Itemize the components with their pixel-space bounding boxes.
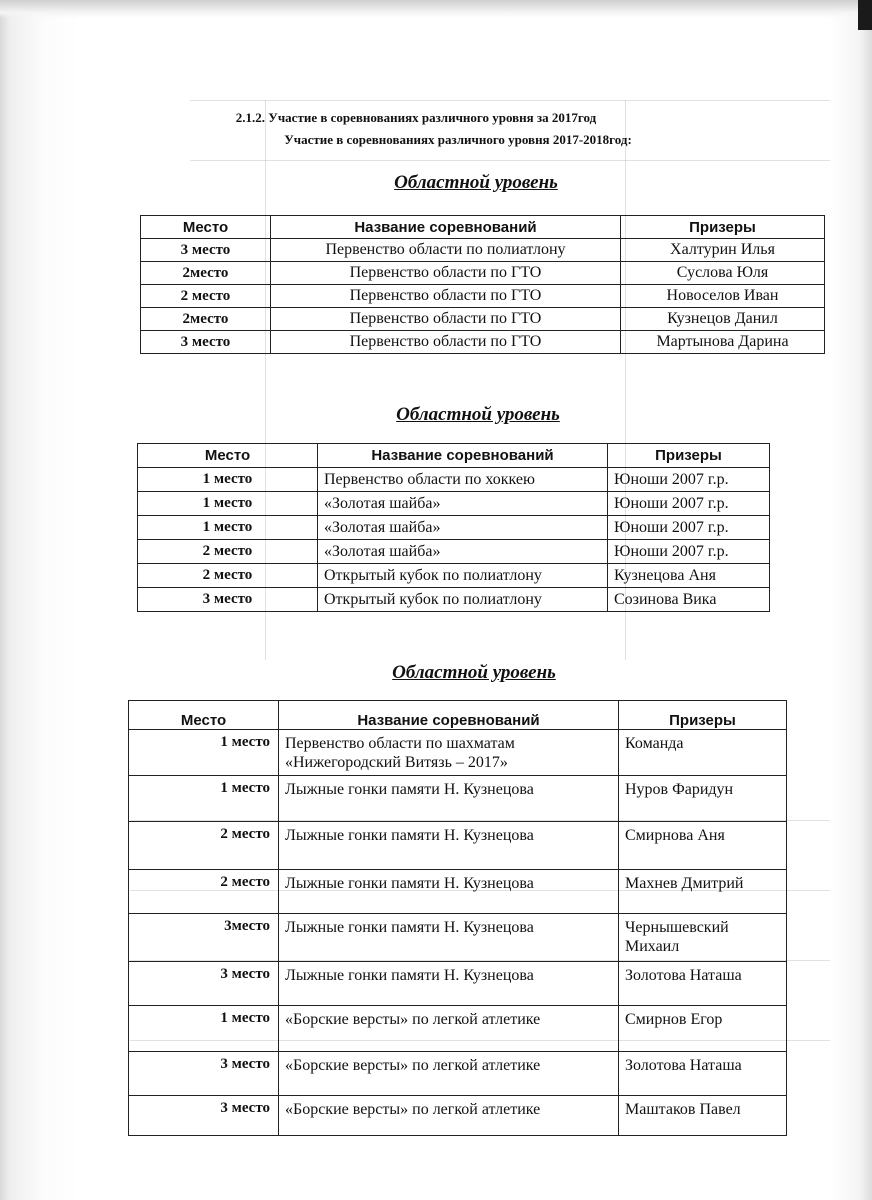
- place-cell: 3место: [129, 914, 279, 962]
- region-title-3: Областной уровень: [392, 662, 556, 683]
- table-row: [138, 564, 770, 588]
- col-header-winners: Призеры: [608, 444, 770, 468]
- competition-cell: Открытый кубок по полиатлону: [318, 564, 608, 588]
- section-heading: 2.1.2. Участие в соревнованиях различного уровня за 2017год: [235, 110, 597, 125]
- table-row: [129, 870, 787, 914]
- table-row: [129, 822, 787, 870]
- region-title-1: Областной уровень: [394, 172, 558, 193]
- table-row: [138, 468, 770, 492]
- winner-cell: Халтурин Илья: [621, 239, 825, 262]
- winner-cell: Смирнова Аня: [619, 822, 787, 870]
- competition-cell: Первенство области по шахматам «Нижегородский Витязь – 2017»: [279, 730, 619, 776]
- competition-cell: «Золотая шайба»: [318, 492, 608, 516]
- place-cell: 2 место: [138, 540, 318, 564]
- winner-cell: Смирнов Егор: [619, 1006, 787, 1052]
- place-cell: 2место: [141, 308, 271, 331]
- place-cell: 2место: [141, 262, 271, 285]
- place-cell: 3 место: [129, 962, 279, 1006]
- winner-cell: Кузнецова Аня: [608, 564, 770, 588]
- winner-cell: Юноши 2007 г.р.: [608, 540, 770, 564]
- competition-cell: «Золотая шайба»: [318, 540, 608, 564]
- winner-cell: Маштаков Павел: [619, 1096, 787, 1136]
- results-table-2: [137, 443, 770, 612]
- bleed-line: [190, 100, 830, 101]
- table-row: [141, 331, 825, 354]
- table-row: [141, 239, 825, 262]
- table-row: [129, 730, 787, 776]
- table-row: [141, 262, 825, 285]
- region-title-2: Областной уровень: [396, 404, 560, 425]
- place-cell: 1 место: [138, 516, 318, 540]
- col-header-place: Место: [129, 701, 279, 730]
- table-row: [129, 1096, 787, 1136]
- bleed-line: [190, 160, 830, 161]
- winner-cell: Юноши 2007 г.р.: [608, 492, 770, 516]
- competition-cell: Первенство области по полиатлону: [271, 239, 621, 262]
- table-row: [138, 492, 770, 516]
- place-cell: 3 место: [141, 331, 271, 354]
- competition-cell: Первенство области по ГТО: [271, 262, 621, 285]
- results-table-1: [140, 215, 825, 354]
- competition-cell: Лыжные гонки памяти Н. Кузнецова: [279, 776, 619, 822]
- place-cell: 1 место: [129, 730, 279, 776]
- place-cell: 2 место: [129, 870, 279, 914]
- competition-cell: «Борские версты» по легкой атлетике: [279, 1096, 619, 1136]
- competition-cell: Лыжные гонки памяти Н. Кузнецова: [279, 914, 619, 962]
- table-row: [129, 962, 787, 1006]
- winner-cell: Чернышевский Михаил: [619, 914, 787, 962]
- place-cell: 2 место: [141, 285, 271, 308]
- table-row: [129, 914, 787, 962]
- table-row: [141, 308, 825, 331]
- winner-cell: Юноши 2007 г.р.: [608, 468, 770, 492]
- results-table-3: [128, 700, 787, 1136]
- place-cell: 3 место: [141, 239, 271, 262]
- winner-cell: Нуров Фаридун: [619, 776, 787, 822]
- competition-cell: Лыжные гонки памяти Н. Кузнецова: [279, 870, 619, 914]
- table-row: [129, 776, 787, 822]
- competition-cell: «Борские версты» по легкой атлетике: [279, 1052, 619, 1096]
- winner-cell: Махнев Дмитрий: [619, 870, 787, 914]
- table-row: [129, 1006, 787, 1052]
- table-row: [138, 588, 770, 612]
- winner-cell: Золотова Наташа: [619, 962, 787, 1006]
- col-header-winners: Призеры: [621, 216, 825, 239]
- table-row: [141, 285, 825, 308]
- table-row: [138, 540, 770, 564]
- winner-cell: Юноши 2007 г.р.: [608, 516, 770, 540]
- winner-cell: Созинова Вика: [608, 588, 770, 612]
- place-cell: 3 место: [138, 588, 318, 612]
- competition-cell: Открытый кубок по полиатлону: [318, 588, 608, 612]
- scan-top-edge: [0, 0, 872, 18]
- table-row: [138, 516, 770, 540]
- place-cell: 3 место: [129, 1096, 279, 1136]
- winner-cell: Команда: [619, 730, 787, 776]
- competition-cell: Первенство области по ГТО: [271, 331, 621, 354]
- table-header-row: [138, 444, 770, 468]
- table-header-row: [141, 216, 825, 239]
- competition-cell: «Золотая шайба»: [318, 516, 608, 540]
- table-header-row: [129, 701, 787, 730]
- section-subheading: Участие в соревнованиях различного уровня 2017-2018год:: [284, 132, 632, 147]
- winner-cell: Кузнецов Данил: [621, 308, 825, 331]
- competition-cell: Первенство области по ГТО: [271, 308, 621, 331]
- table-row: [129, 1052, 787, 1096]
- place-cell: 1 место: [138, 468, 318, 492]
- winner-cell: Мартынова Дарина: [621, 331, 825, 354]
- place-cell: 1 место: [129, 776, 279, 822]
- competition-cell: Лыжные гонки памяти Н. Кузнецова: [279, 822, 619, 870]
- place-cell: 2 место: [138, 564, 318, 588]
- competition-cell: «Борские версты» по легкой атлетике: [279, 1006, 619, 1052]
- winner-cell: Суслова Юля: [621, 262, 825, 285]
- place-cell: 1 место: [138, 492, 318, 516]
- scan-corner-mark: [858, 0, 872, 30]
- col-header-competition: Название соревнований: [279, 701, 619, 730]
- col-header-place: Место: [138, 444, 318, 468]
- competition-cell: Первенство области по ГТО: [271, 285, 621, 308]
- place-cell: 1 место: [129, 1006, 279, 1052]
- competition-cell: Лыжные гонки памяти Н. Кузнецова: [279, 962, 619, 1006]
- winner-cell: Золотова Наташа: [619, 1052, 787, 1096]
- winner-cell: Новоселов Иван: [621, 285, 825, 308]
- competition-cell: Первенство области по хоккею: [318, 468, 608, 492]
- col-header-competition: Название соревнований: [318, 444, 608, 468]
- col-header-competition: Название соревнований: [271, 216, 621, 239]
- place-cell: 3 место: [129, 1052, 279, 1096]
- col-header-winners: Призеры: [619, 701, 787, 730]
- col-header-place: Место: [141, 216, 271, 239]
- place-cell: 2 место: [129, 822, 279, 870]
